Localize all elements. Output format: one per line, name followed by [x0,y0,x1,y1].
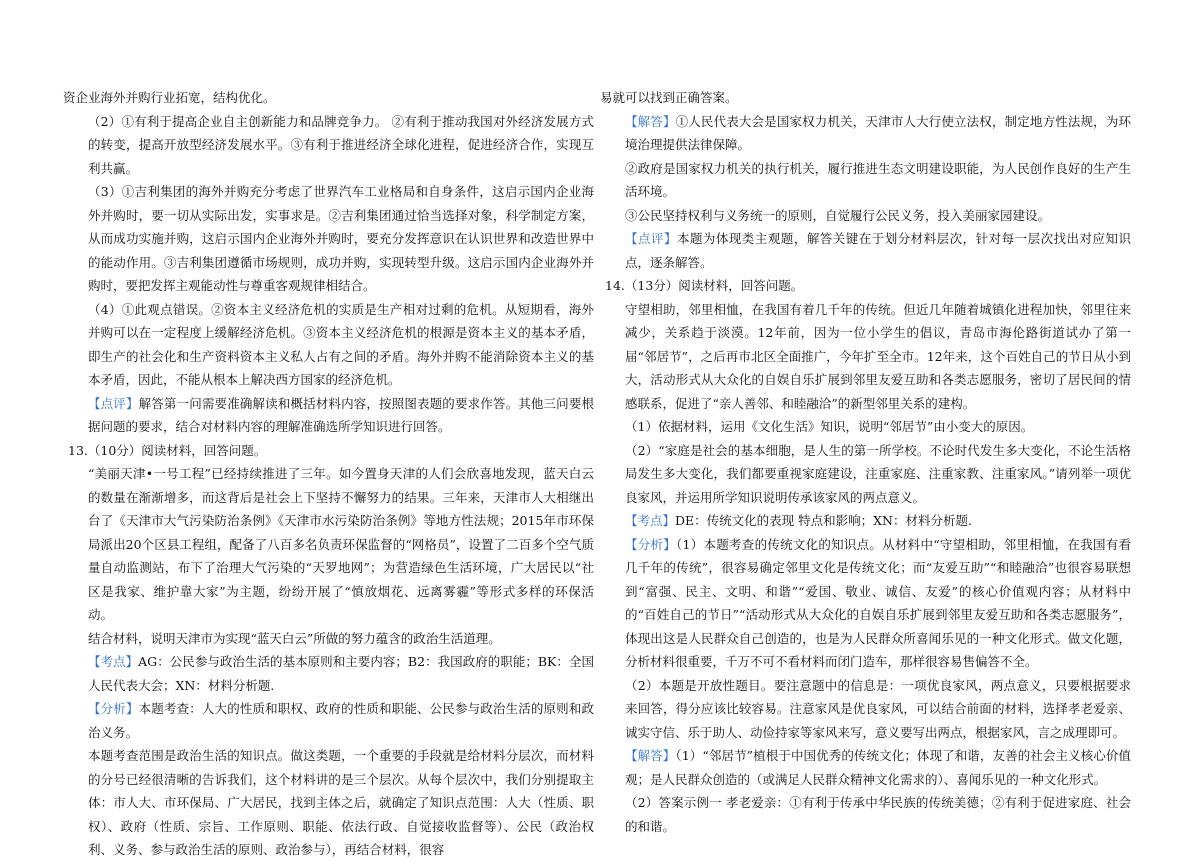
right-paragraph [600,86,1131,110]
right-paragraph [605,274,1131,298]
paragraph-text: 资企业海外并购行业拓宽，结构优化。 [63,90,276,105]
right-paragraph [625,509,1131,533]
paragraph-text: “美丽天津•一号工程”已经持续推进了三年。如今置身天津的人们会欣喜地发现，蓝天白云的数量在渐渐增多，而这背后是社会上下坚持不懈努力的结果。三年来，天津市人大相继出台了《天津市大气污染防治条例》《天津市水污染防治条例》等地方性法规；2015年市环保局派出20个区县工程组，配备了八百多名负责环保监督的“网格员”，设置了二百多个空气质量自动监测站，布下了治理大气污染的“天罗地网”；为营造绿色生活环境，广大居民以“社区是我家、维护靠大家”为主题，纷纷开展了“慎放烟花、远离雾霾”等形式多样的环保活动。 [88,466,594,622]
paragraph-text: 易就可以找到正确答案。 [600,90,738,105]
paragraph-text: （4）①此观点错误。②资本主义经济危机的实质是生产相对过剩的危机。从短期看，海外并购可以在一定程度上缓解经济危机。③资本主义经济危机的根源是资本主义的基本矛盾，即生产的社会化和生产资料资本主义私人占有之间的矛盾。海外并购不能消除资本主义的基本矛盾，因此，不能从根本上解决西方国家的经济危机。 [88,301,594,387]
section-tag: 【考点】 [625,513,676,528]
paragraph-text: ②政府是国家权力机关的执行机关，履行推进生态文明建设职能，为人民创作良好的生产生活环境。 [625,160,1131,199]
paragraph-text: 14.（13分）阅读材料，回答问题。 [605,278,804,293]
paragraph-text: 守望相助，邻里相恤，在我国有着几千年的传统。但近几年随着城镇化进程加快，邻里往来减少，关系趋于淡漠。12年前，因为一位小学生的倡议，青岛市海伦路街道试办了第一届“邻居节”，之后再市北区全面推广，今年扩至全市。12年来，这个百姓自己的节日从小到大，活动形式从大众化的自娱自乐扩展到邻里友爱互助和各类志愿服务，密切了居民间的情感联系，促进了“亲人善邻、和睦融洽”的新型邻里关系的建构。 [625,301,1131,411]
paragraph-text: （2）本题是开放性题目。要注意题中的信息是：一项优良家风，两点意义，只要根据要求来回答，得分应该比较容易。注意家风是优良家风，可以结合前面的材料，选择孝老爱亲、诚实守信、乐于助人、动俭持家等家风来写，意义要写出两点，根据家风，言之成理即可。 [625,677,1131,740]
paragraph-text: （1）本题考查的传统文化的知识点。从材料中“守望相助，邻里相恤，在我国有看几千年的传统”，很容易确定邻里文化是传统文化；而“友爱互助”“和睦融洽”也很容易联想到“富强、民主、文明、和谐”“爱国、敬业、诚信、友爱”的核心价值观内容；从材料中的“百姓自己的节日”“活动形式从大众化的自娱自乐扩展到邻里友爱互助和各类志愿服务”，体现出这是人民群众自己创造的，也是为人民群众所喜闻乐见的一种文化形式。做文化题，分析材料很重要，千万不可不看材料而闭门造车，那样很容易售偏答不全。 [625,536,1131,669]
paragraph-text: DE：传统文化的表现 特点和影响；XN：材料分析题. [675,513,972,528]
right-paragraph [625,533,1131,674]
paragraph-text: 本题为体现类主观题，解答关键在于划分材料层次，针对每一层次找出对应知识点，逐条解答。 [625,231,1131,270]
left-paragraph [88,462,594,627]
left-paragraph [88,697,594,744]
right-paragraph [625,744,1131,791]
paragraph-text: （1）依据材料，运用《文化生活》知识，说明“邻居节”由小变大的原因。 [625,419,1034,434]
left-paragraph [63,86,594,110]
paragraph-text: （2）答案示例一 孝老爱亲：①有利于传承中华民族的传统美德；②有利于促进家庭、社会的和谐。 [625,795,1131,834]
section-tag: 【分析】 [88,701,139,716]
right-column [600,86,1131,838]
left-paragraph [88,180,594,298]
left-paragraph [88,650,594,697]
section-tag: 【解答】 [625,748,676,763]
paragraph-text: 本题考查范围是政治生活的知识点。做这类题，一个重要的手段就是给材料分层次，而材料的分号已经很清晰的告诉我们，这个材料讲的是三个层次。从每个层次中，我们分别提取主体：市人大、市环保局、广大居民，找到主体之后，就确定了知识点范围：人大（性质、职权）、政府（性质、宗旨、工作原则、职能、依法行政、自觉接收监督等）、公民（政治权利、义务、参与政治生活的原则、政治参与），再结合材料，很容 [88,748,594,857]
paragraph-text: （2）①有利于提高企业自主创新能力和品牌竞争力。 ②有利于推动我国对外经济发展方式的转变，提高开放型经济发展水平。③有利于推进经济全球化进程，促进经济合作，实现互利共赢。 [88,113,594,176]
paragraph-text: ①人民代表大会是国家权力机关，天津市人大行使立法权，制定地方性法规，为环境治理提供法律保障。 [625,113,1131,152]
section-tag: 【点评】 [88,395,139,411]
paragraph-text: 本题考查：人大的性质和职权、政府的性质和职能、公民参与政治生活的原则和政治义务。 [88,701,594,740]
right-paragraph [625,110,1131,157]
right-paragraph [625,415,1131,439]
left-paragraph [88,298,594,392]
right-paragraph [625,674,1131,745]
left-paragraph [88,627,594,651]
left-paragraph [88,110,594,181]
paragraph-text: （1）“邻居节”植根于中国优秀的传统文化；体现了和谐，友善的社会主义核心价值观；是人民群众创造的（或满足人民群众精神文化需求的）、喜闻乐见的一种文化形式。 [625,748,1131,787]
paragraph-text: 结合材料，说明天津市为实现“蓝天白云”所做的努力蕴含的政治生活道理。 [88,630,501,646]
right-paragraph [625,791,1131,838]
right-paragraph [625,157,1131,204]
right-paragraph [625,439,1131,510]
paragraph-text: （3）①吉利集团的海外并购充分考虑了世界汽车工业格局和自身条件，这启示国内企业海外并购时，要一切从实际出发，实事求是。②吉利集团通过恰当选择对象，科学制定方案，从而成功实施并购，这启示国内企业海外并购时，要充分发挥意识在认识世界和改造世界中的能动作用。③吉利集团遵循市场规则，成功并购，实现转型升级。这启示国内企业海外并购时，要把发挥主观能动性与尊重客观规律相结合。 [88,184,594,293]
paragraph-text: AG：公民参与政治生活的基本原则和主要内容；B2：我国政府的职能；BK：全国人民代表大会；XN：材料分析题. [88,654,594,693]
right-paragraph [625,204,1131,228]
section-tag: 【解答】 [625,113,676,129]
left-column [63,86,594,862]
section-tag: 【考点】 [88,654,139,669]
paragraph-text: ③公民坚持权利与义务统一的原则，自觉履行公民义务，投入美丽家园建设。 [625,207,1051,223]
section-tag: 【点评】 [625,231,677,246]
section-tag: 【分析】 [625,536,677,552]
left-paragraph [68,439,594,463]
right-paragraph [625,227,1131,274]
left-paragraph [88,392,594,439]
paragraph-text: 13.（10分）阅读材料，回答问题。 [68,442,267,458]
left-paragraph [88,744,594,862]
paragraph-text: 解答第一问需要准确解读和概括材料内容，按照图表题的要求作答。其他三问要根据问题的要求，结合对材料内容的理解准确选所学知识进行回答。 [88,395,594,434]
paragraph-text: （2）“家庭是社会的基本细胞，是人生的第一所学校。不论时代发生多大变化，不论生活格局发生多大变化，我们都要重视家庭建设，注重家庭、注重家教、注重家风。”请列举一项优良家风，并运用所学知识说明传承该家风的两点意义。 [625,442,1131,505]
right-paragraph [625,298,1131,416]
